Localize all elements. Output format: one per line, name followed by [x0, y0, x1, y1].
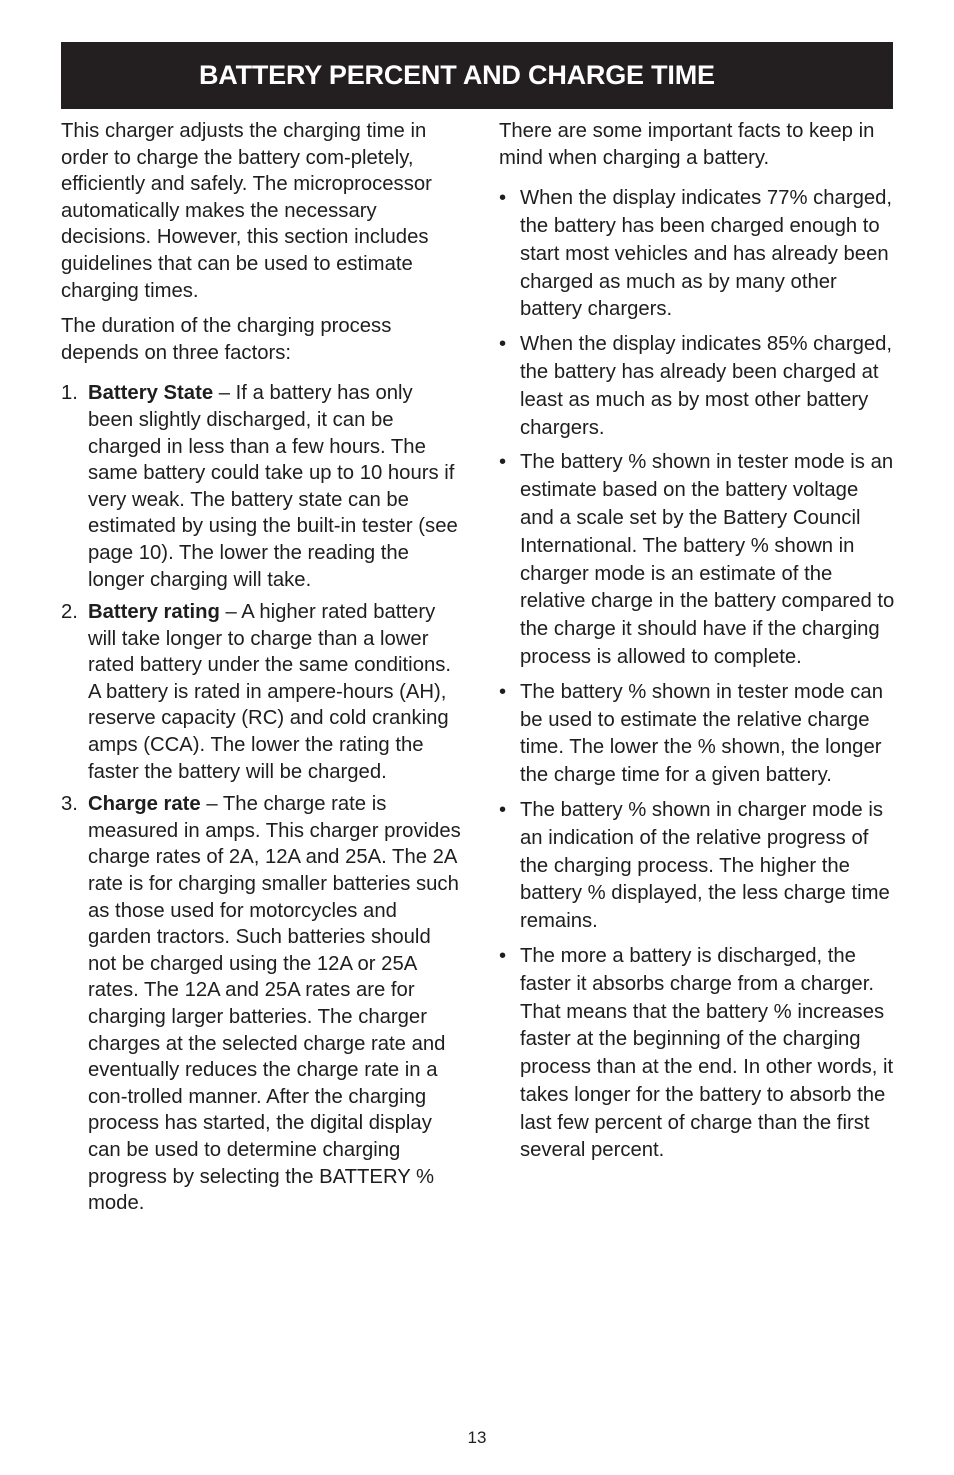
bullet-icon: •: [499, 187, 507, 210]
bullet-icon: •: [499, 798, 507, 821]
fact-text: When the display indicates 85% charged, the battery has already been charged at least as much as by most other battery chargers.: [520, 333, 893, 439]
factor-number: 3.: [61, 793, 78, 816]
factor-text: – A higher rated battery will take longer to charge than a lower rated battery under the same conditions. A battery is rated in ampere-hours (AH), reserve capacity (RC) and cold cranking amps (CCA). The lower the rating the faster the battery will be charged.: [88, 601, 452, 783]
right-column: [499, 118, 895, 1172]
fact-text: The battery % shown in tester mode can be used to estimate the relative charge time. The lower the % shown, the longer the charge time for a given battery.: [520, 680, 883, 787]
section-header-bar: [61, 42, 893, 109]
factors-intro-paragraph: The duration of the charging process depends on three factors:: [61, 315, 392, 364]
factor-term: Battery rating: [88, 601, 220, 624]
intro-paragraph: This charger adjusts the charging time in order to charge the battery com-pletely, efficiently and safely. The microprocessor automatically makes the necessary decisions. However, this section includes guidelines that can be used to estimate charging times.: [61, 120, 432, 302]
bullet-icon: •: [499, 451, 507, 474]
factor-text: – If a battery has only been slightly discharged, it can be charged in less than a few hours. The same battery could take up to 10 hours if very weak. The battery state can be estimated by using the built-in tester (see page 10). The lower the reading the longer charging will take.: [88, 382, 458, 591]
fact-item: [499, 185, 895, 324]
bullet-icon: •: [499, 333, 507, 356]
left-column: [61, 118, 461, 1223]
factor-item: [61, 380, 461, 593]
fact-text: The more a battery is discharged, the faster it absorbs charge from a charger. That means that the battery % increases faster at the beginning of the charging process than at the end. In other words, it takes longer for the battery to absorb the last few percent of charge than the first several percent.: [520, 944, 894, 1162]
factor-item: [61, 791, 461, 1217]
factor-item: [61, 599, 461, 785]
fact-text: The battery % shown in charger mode is an indication of the relative progress of the charging process. The higher the battery % displayed, the less charge time remains.: [520, 798, 890, 933]
bullet-icon: •: [499, 680, 507, 703]
factor-number: 1.: [61, 382, 78, 405]
section-title: BATTERY PERCENT AND CHARGE TIME: [199, 60, 715, 90]
factor-text: – The charge rate is measured in amps. This charger provides charge rates of 2A, 12A and 25A. The 2A rate is for charging smaller batteries such as those used for motorcycles and garden tractors. Such batteries should not be charged using the 12A or 25A rates. The 12A and 25A rates are for charging larger batteries. The charger charges at the selected charge rate and eventually reduces the charge rate in a con-trolled manner. After the charging process has started, the digital display can be used to determine charging progress by selecting the BATTERY % mode.: [88, 793, 461, 1215]
fact-text: When the display indicates 77% charged, the battery has been charged enough to start most vehicles and has already been charged as much as by many other battery chargers.: [520, 187, 893, 321]
fact-item: [499, 449, 895, 671]
factor-number: 2.: [61, 601, 78, 624]
bullet-icon: •: [499, 944, 507, 967]
factors-list: [61, 380, 461, 1216]
fact-item: [499, 943, 895, 1165]
fact-item: [499, 797, 895, 936]
facts-list: [499, 185, 895, 1165]
fact-item: [499, 331, 895, 442]
factor-term: Battery State: [88, 382, 214, 405]
factor-term: Charge rate: [88, 793, 201, 816]
fact-item: [499, 679, 895, 790]
page-number: 13: [467, 1428, 487, 1447]
facts-intro-paragraph: There are some important facts to keep in mind when charging a battery.: [499, 120, 875, 169]
fact-text: The battery % shown in tester mode is an estimate based on the battery voltage and a scale set by the Battery Council International. The battery % shown in charger mode is an estimate of the relative charge in the battery compared to the charge it should have if the charging process is allowed to complete.: [520, 451, 895, 668]
